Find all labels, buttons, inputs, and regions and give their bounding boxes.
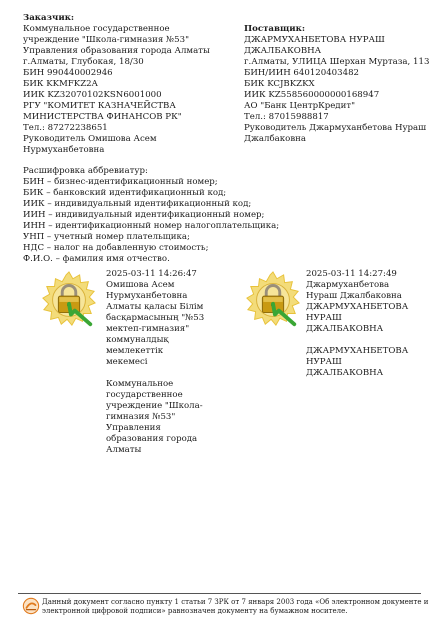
footer-legal-notice [42,598,434,616]
signature-line: Нураш Джалбаковна [306,291,402,301]
supplier-line: Руководитель Джармуханбетова Нураш [244,123,427,133]
supplier-line: Тел.: 87015988817 [244,112,329,122]
signature-line: Управления [106,423,161,433]
abbreviation-line: ИНН – идентификационный номер налогоплательщика; [23,221,280,231]
abbreviation-line: ИИК – индивидуальный идентификационный код; [23,199,252,209]
supplier-block [244,24,434,145]
customer-line: Коммунальное государственное [23,24,170,34]
customer-line: БИН 990440002946 [23,68,113,78]
signature-line: учреждение "Школа- [106,401,203,411]
customer-line: МИНИСТЕРСТВА ФИНАНСОВ РК" [23,112,182,122]
signature-line: НУРАШ [306,357,342,367]
signature-line: Алматы қаласы Білім [106,302,204,312]
footer-divider [18,593,421,594]
customer-line: Нурмуханбетовна [23,145,105,155]
e-document-icon [22,597,40,615]
abbreviations-title: Расшифровка аббревиатур: [23,166,148,176]
supplier-line: ДЖАРМУХАНБЕТОВА НУРАШ [244,35,385,45]
signature-line: государственное [106,390,183,400]
supplier-line: г.Алматы, УЛИЦА Шерхан Муртаза, 113 [244,57,430,67]
signature-details-2 [306,269,408,379]
certificate-lock-icon [244,271,302,329]
signature-line: ДЖАЛБАКОВНА [306,324,384,334]
signature-line: ДЖАРМУХАНБЕТОВА [306,346,409,356]
abbreviation-line: ИИН – индивидуальный идентификационный номер; [23,210,265,220]
signature-details-1 [106,269,204,456]
footer-line: электронной цифровой подписи» равнозначен документу на бумажном носителе. [42,607,348,615]
signature-line: гимназия №53" [106,412,176,422]
abbreviation-line: БИК – банковский идентификационный код; [23,188,227,198]
supplier-line: БИК KCJBKZKX [244,79,315,89]
customer-line: ИИК KZ32070102KSN6001000 [23,90,162,100]
signature-line: ДЖАЛБАКОВНА [306,368,384,378]
signature-line: Джармуханбетова [306,280,390,290]
customer-block [23,13,228,156]
abbreviation-line: БИН – бизнес-идентификационный номер; [23,177,218,187]
signature-line: мектеп-гимназия" [106,324,190,334]
signature-line: НУРАШ [306,313,342,323]
customer-line: Руководитель Омишова Асем [23,134,157,144]
signature-line: Нурмуханбетовна [106,291,188,301]
supplier-line: Джалбаковна [244,134,307,144]
signature-line: ДЖАРМУХАНБЕТОВА [306,302,409,312]
supplier-line: ИИК KZ558560000000168947 [244,90,380,100]
customer-line: учреждение "Школа-гимназия №53" [23,35,190,45]
signature-spacer [106,368,204,379]
signature-line: басқармасының "№53 [106,313,205,323]
customer-line: БИК KKMFKZ2A [23,79,98,89]
supplier-line: ДЖАЛБАКОВНА [244,46,322,56]
supplier-heading: Поставщик: [244,24,305,34]
customer-heading: Заказчик: [23,13,75,23]
supplier-line: БИН/ИИН 640120403482 [244,68,360,78]
signature-line: мекемесі [106,357,148,367]
customer-line: г.Алматы, Глубокая, 18/30 [23,57,144,67]
signature-line: коммуналдық [106,335,169,345]
supplier-line: АО "Банк ЦентрКредит" [244,101,356,111]
abbreviation-line: НДС – налог на добавленную стоимость; [23,243,209,253]
customer-line: Управления образования города Алматы [23,46,210,56]
certificate-lock-icon [40,271,98,329]
abbreviation-line: Ф.И.О. – фамилия имя отчество. [23,254,170,264]
signature-spacer [306,335,408,346]
signature-line: Омишова Асем [106,280,175,290]
footer-line: Данный документ согласно пункту 1 статьи 7 ЗРК от 7 января 2003 года «Об электронном документе и [42,598,429,606]
signature-line: образования города [106,434,198,444]
signature-timestamp: 2025-03-11 14:27:49 [306,269,397,279]
signature-line: Коммунальное [106,379,174,389]
abbreviation-line: УНП – учетный номер плательщика; [23,232,190,242]
signature-line: мемлекеттік [106,346,164,356]
customer-line: Тел.: 87272238651 [23,123,108,133]
signature-line: Алматы [106,445,142,455]
customer-line: РГУ "КОМИТЕТ КАЗНАЧЕЙСТВА [23,101,176,111]
signature-timestamp: 2025-03-11 14:26:47 [106,269,197,279]
abbreviations-block [23,166,423,265]
